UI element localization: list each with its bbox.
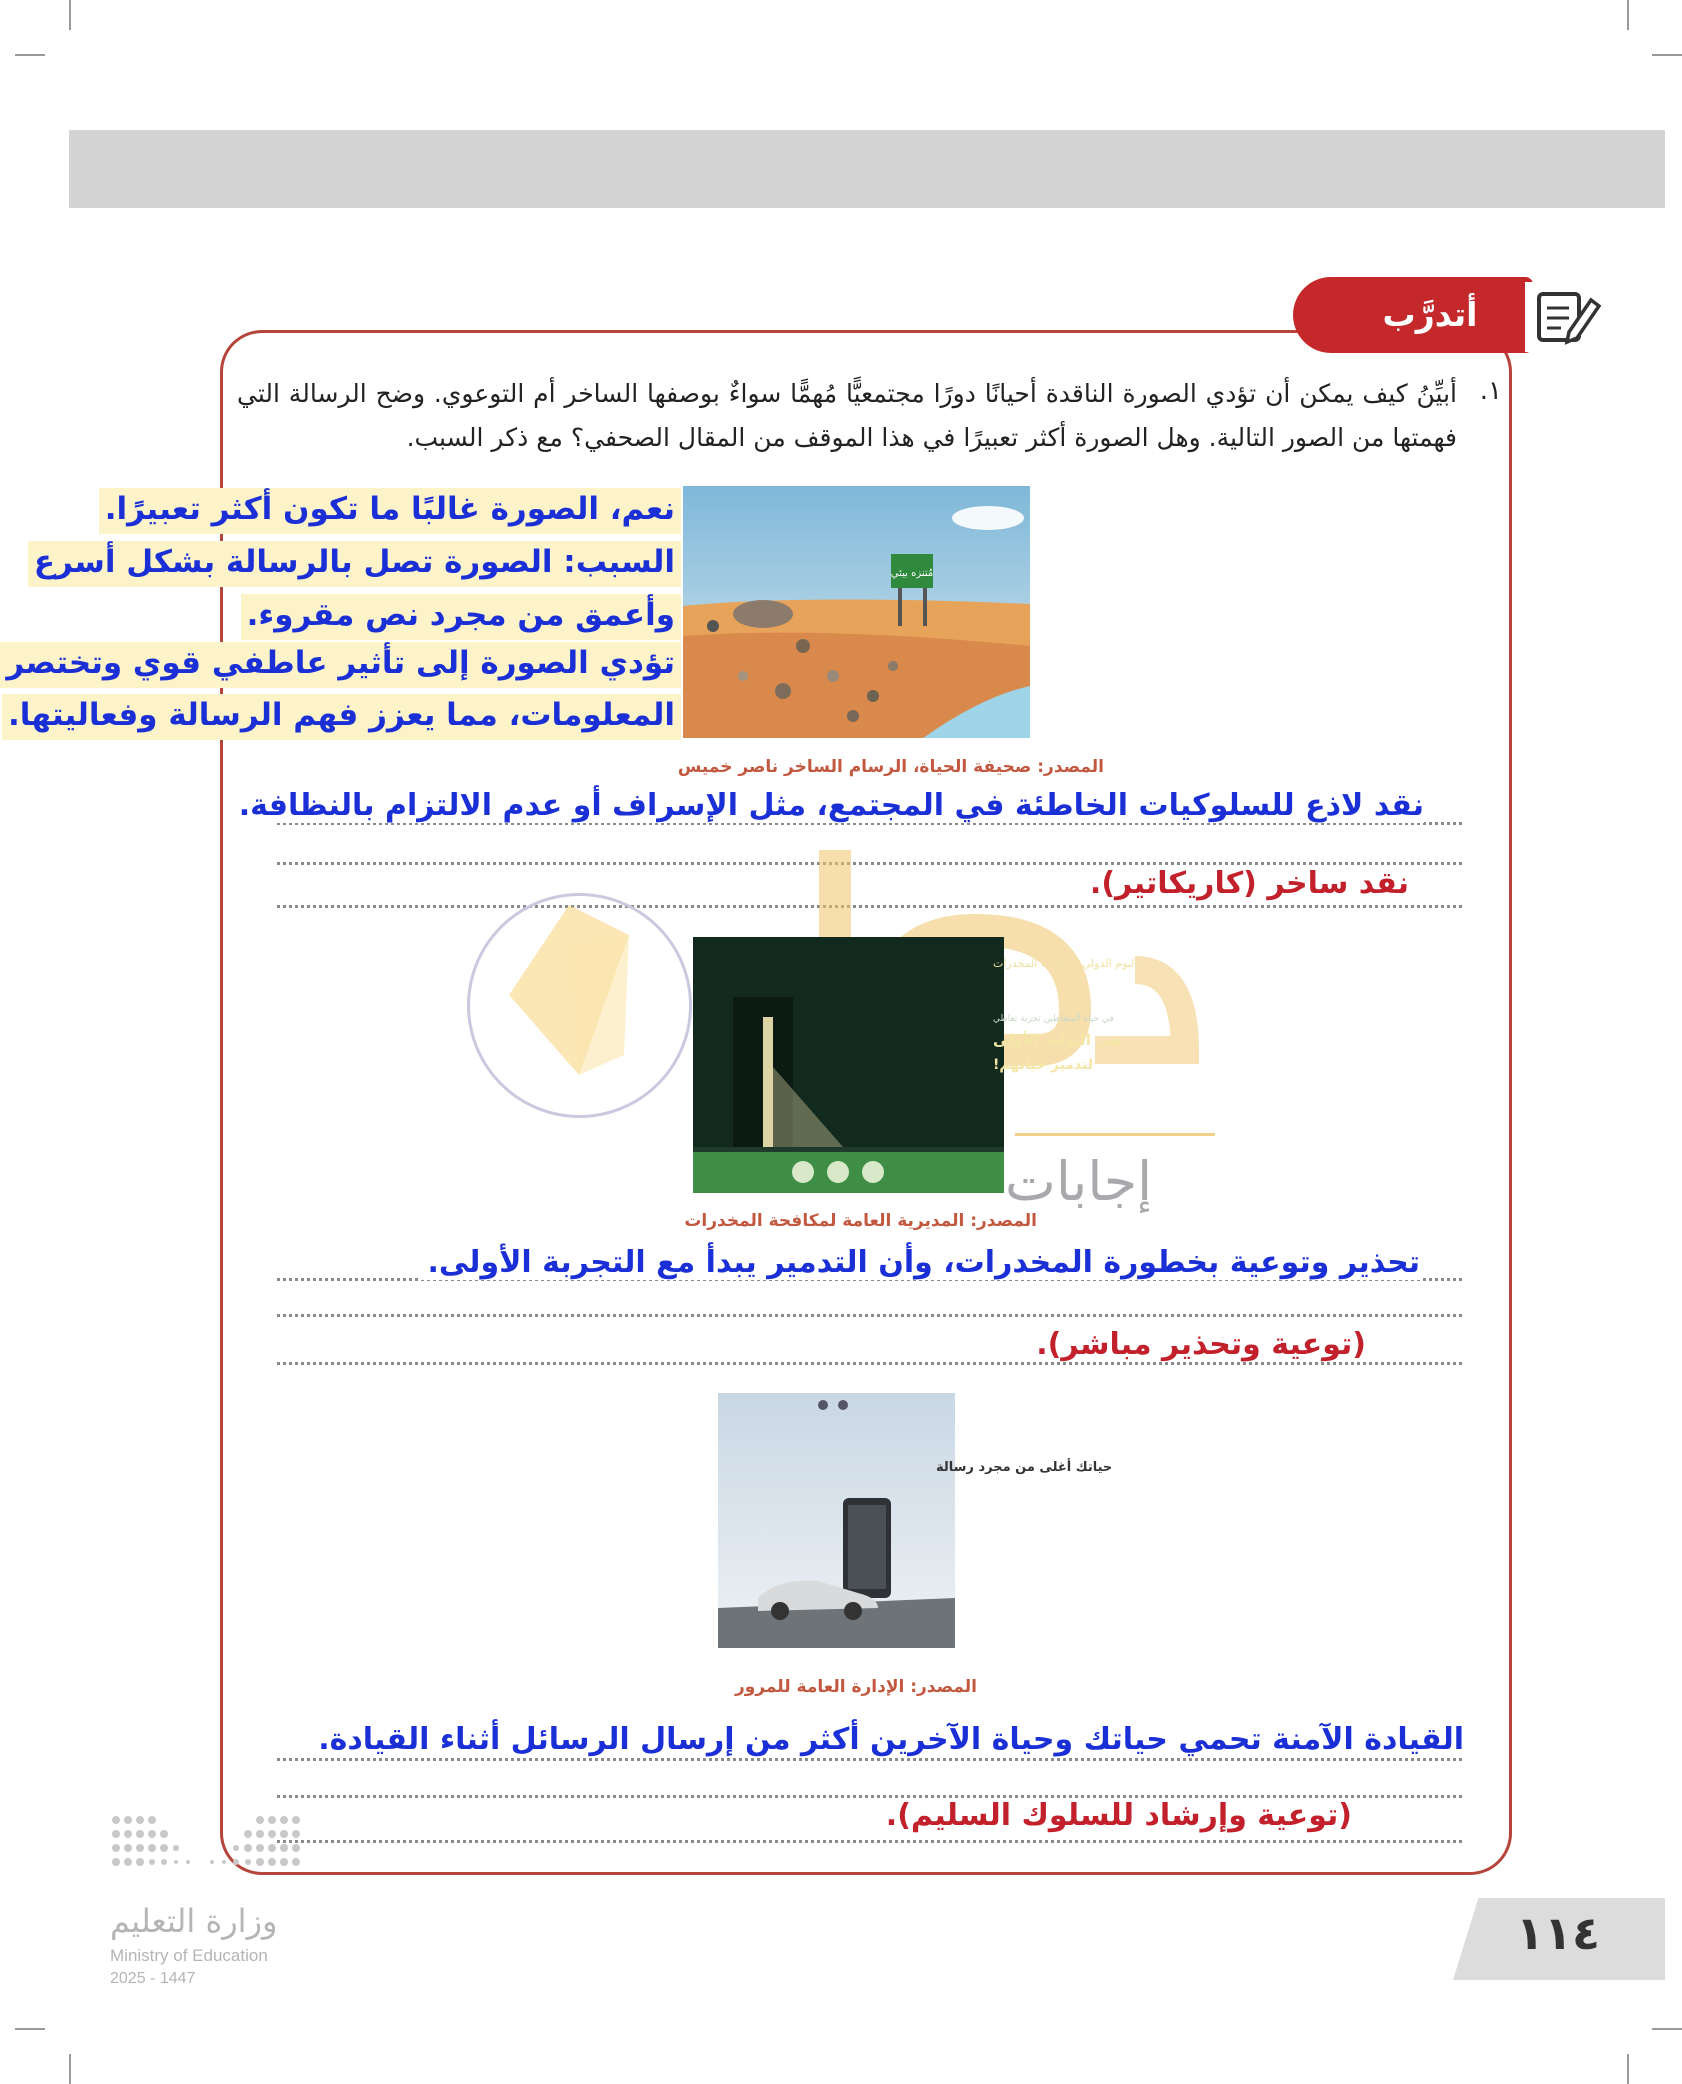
traffic-poster-image (718, 1393, 1113, 1648)
image1-answer-2: نقد ساخر (كاريكاتير). (1084, 866, 1409, 901)
ministry-name-en: Ministry of Education (110, 1946, 268, 1965)
image3-source: المصدر: الإدارة العامة للمرور (734, 1677, 977, 1697)
header-band (69, 130, 1665, 208)
image1-answer-1: نقد لاذع للسلوكيات الخاطئة في المجتمع، مثل الإسراف أو عدم الالتزام بالنظافة. (233, 788, 1424, 823)
crop-mark (15, 2028, 45, 2030)
crop-mark (69, 0, 71, 30)
crop-mark (15, 54, 45, 56)
image2-answer-2: (توعية وتحذير مباشر). (1030, 1327, 1366, 1362)
page-number: ١١٤ (1515, 1906, 1601, 1960)
answer-line (277, 1362, 1462, 1365)
watermark-text: إجابات (1005, 1150, 1153, 1213)
edit-notes-icon (1525, 282, 1605, 352)
sign-text: مُتنزه بيئي (890, 568, 934, 579)
highlight-line-3: وأعمق من مجرد نص مقروء. (241, 594, 681, 640)
watermark-divider (1015, 1133, 1215, 1136)
answer-line (277, 1314, 1462, 1317)
poster-title: اليوم الدولي لمكافحة المخدرات (993, 957, 1138, 970)
poster-subtitle: في حياة المتعاطين تجربة تعاطي (993, 1014, 1114, 1024)
highlight-line-1: نعم، الصورة غالبًا ما تكون أكثر تعبيرًا. (99, 488, 681, 534)
question-text: أبيِّنُ كيف يمكن أن تؤدي الصورة الناقدة أحيانًا دورًا مجتمعيًّا مُهمًّا سواءٌ بوصفها الساخر أم التوعوي. وضح الرسالة التي فهمتها من الصور التالية. وهل الصورة أكثر تعبيرًا في هذا الموقف من المقال الصحفي؟ مع ذكر السبب. (237, 379, 1457, 452)
crop-mark (1652, 2028, 1682, 2030)
image2-source: المصدر: المديرية العامة لمكافحة المخدرات (684, 1211, 1037, 1231)
watermark-book-icon (509, 905, 659, 1085)
highlight-line-4: تؤدي الصورة إلى تأثير عاطفي قوي وتختصر (0, 642, 681, 688)
traffic-poster-title: حياتك أغلى من مجرد رسالة (936, 1460, 1113, 1475)
answer-line (277, 1758, 1462, 1761)
highlight-line-2: السبب: الصورة تصل بالرسالة بشكل أسرع (28, 541, 681, 587)
crop-mark (1652, 54, 1682, 56)
image2-answer-1: تحذير وتوعية بخطورة المخدرات، وأن التدمير يبدأ مع التجربة الأولى. (421, 1245, 1420, 1280)
cartoon-image (683, 486, 1030, 738)
image1-source: المصدر: صحيفة الحياة، الرسام الساخر ناصر خميس (677, 757, 1104, 777)
ministry-name-ar: وزارة التعليم (110, 1902, 278, 1940)
crop-mark (69, 2054, 71, 2084)
highlight-line-5: المعلومات، مما يعزز فهم الرسالة وفعاليتها. (2, 694, 681, 740)
poster-line-1: هي البوابة الأولى (993, 1031, 1122, 1049)
ministry-year: 2025 - 1447 (110, 1970, 196, 1987)
image3-answer-1: القيادة الآمنة تحمي حياتك وحياة الآخرين أكثر من إرسال الرسائل أثناء القيادة. (312, 1722, 1464, 1757)
poster-line-2: لتدمير حياتهم! (993, 1057, 1093, 1073)
exercise-tab-label: أتدرَّب (1382, 295, 1478, 334)
ministry-logo-icon (110, 1812, 320, 1882)
answer-line (277, 1840, 1462, 1843)
crop-mark (1627, 2054, 1629, 2084)
question-number: ١. (1479, 376, 1502, 406)
crop-mark (1627, 0, 1629, 30)
image3-answer-2: (توعية وإرشاد للسلوك السليم). (880, 1798, 1352, 1833)
